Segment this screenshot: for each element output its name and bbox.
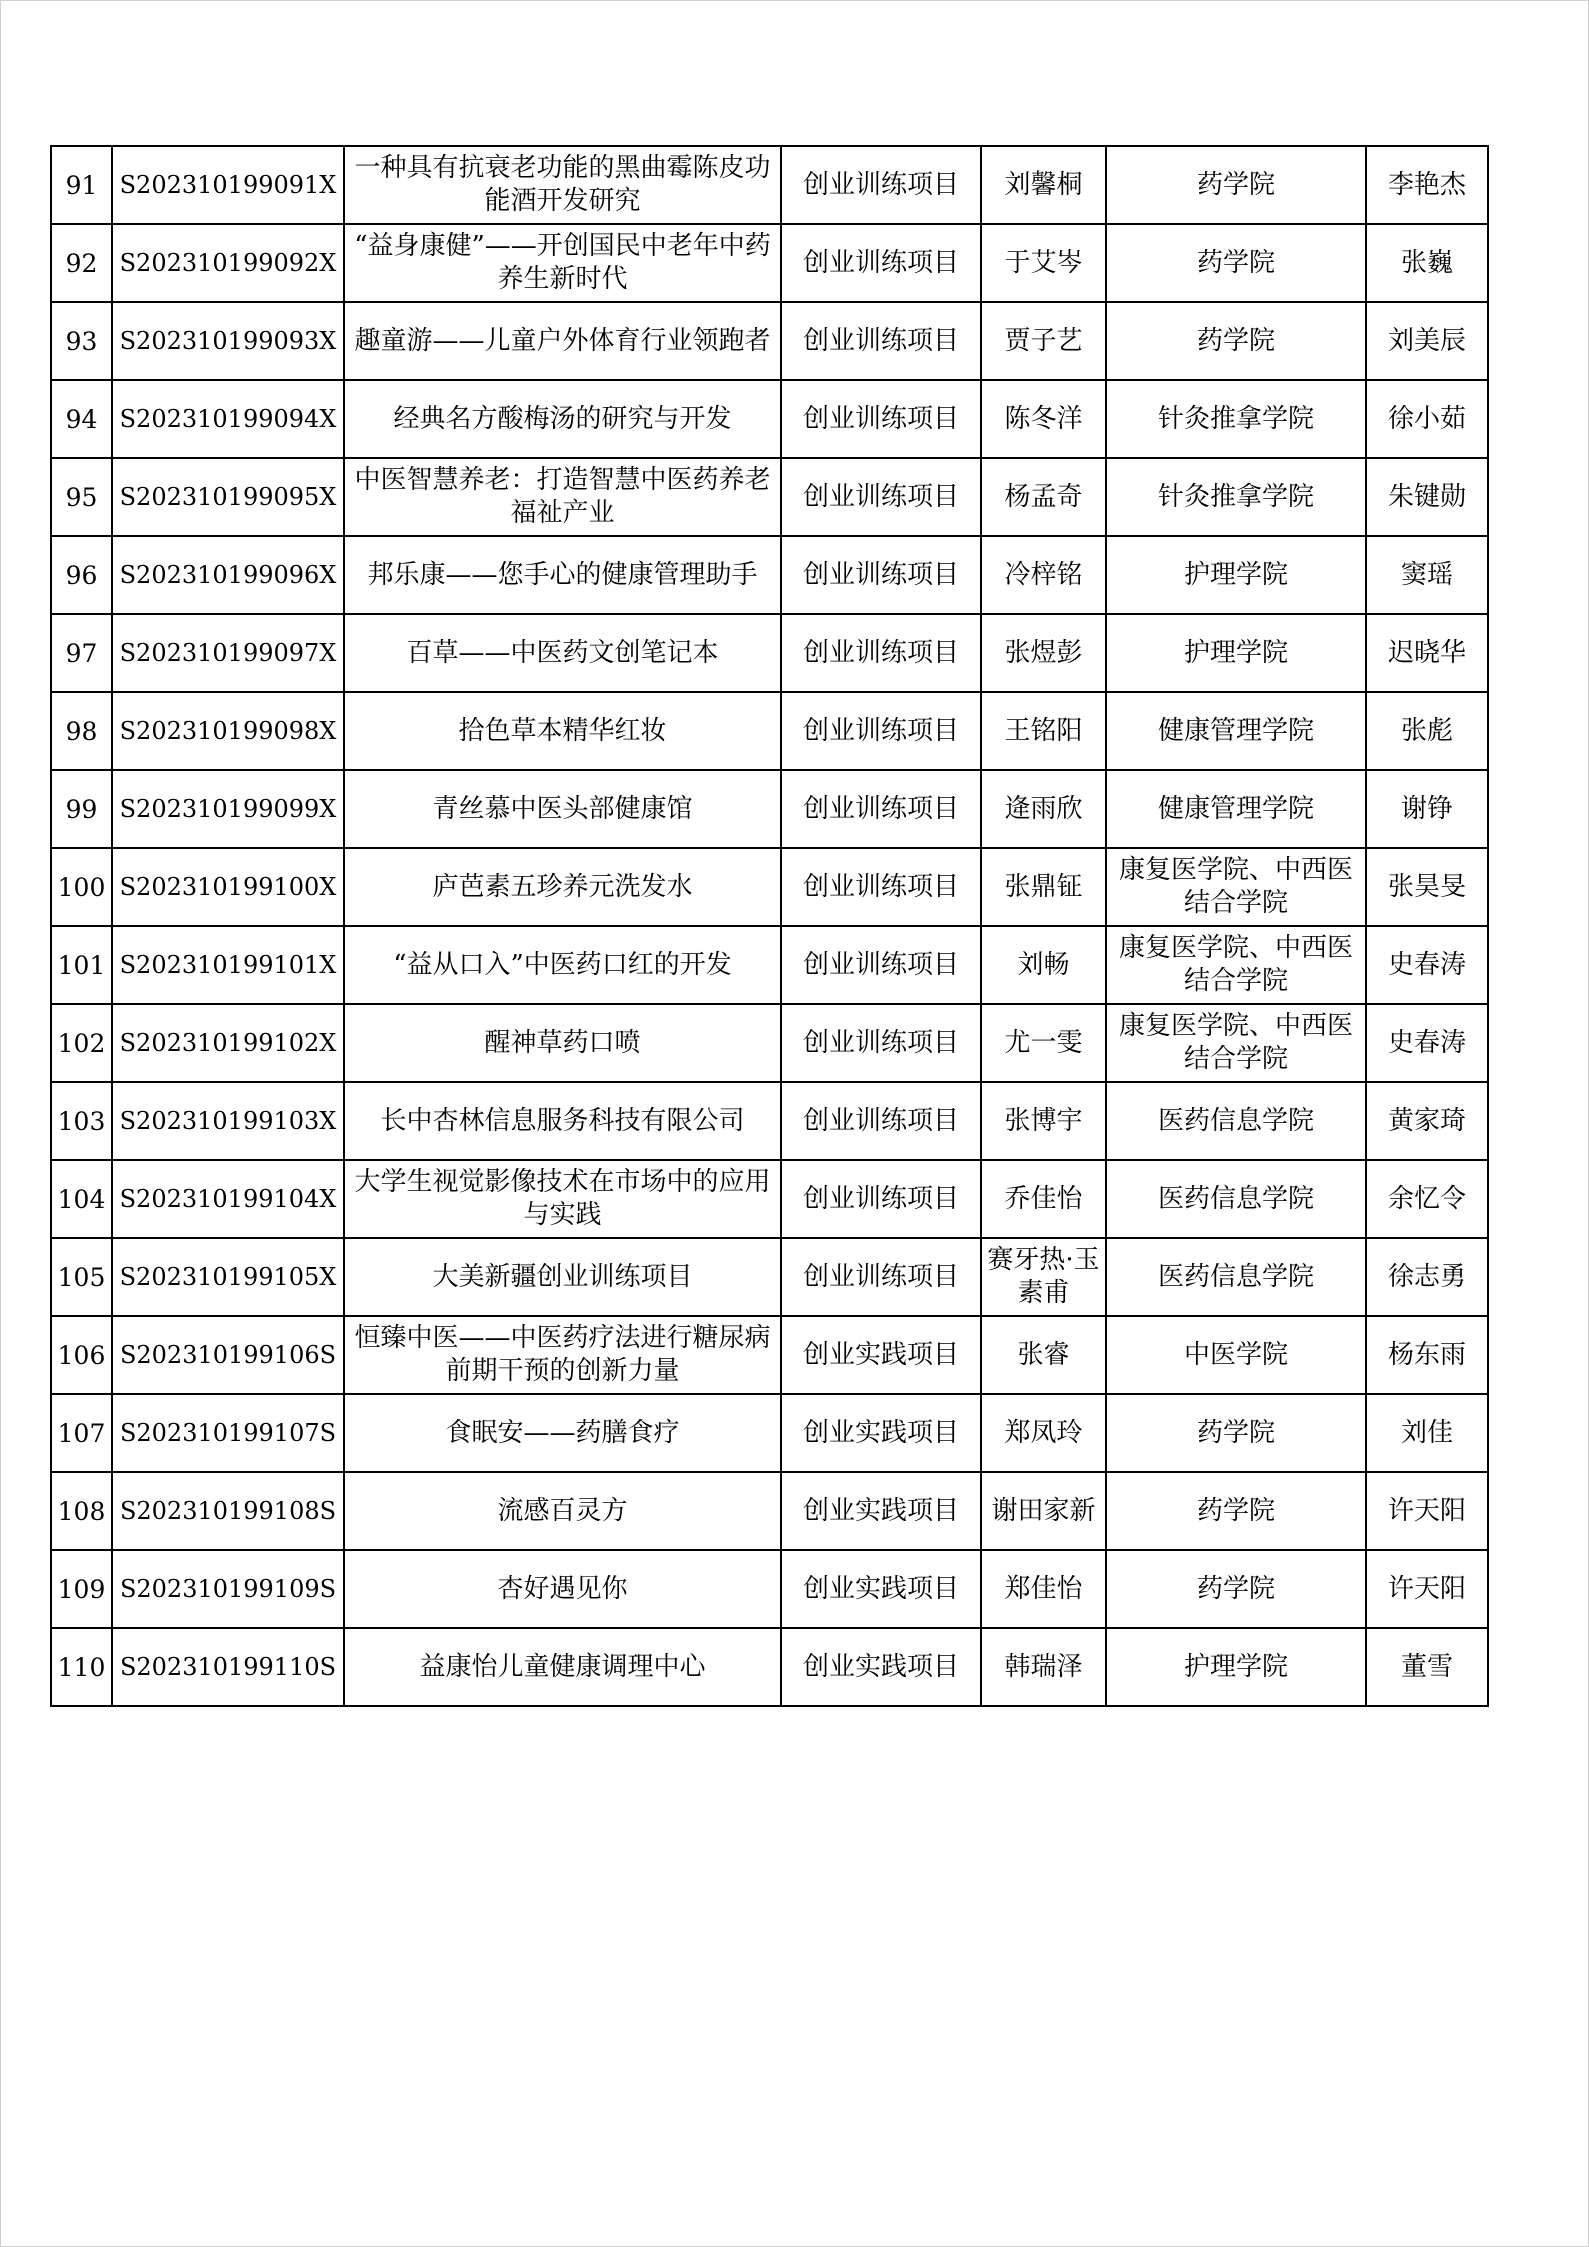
leader-cell: 谢田家新 <box>981 1472 1106 1550</box>
project-code-cell: S202310199101X <box>112 926 344 1004</box>
project-code-cell: S202310199092X <box>112 224 344 302</box>
project-code-cell: S202310199097X <box>112 614 344 692</box>
project-title-cell: 拾色草本精华红妆 <box>344 692 781 770</box>
table-row <box>51 380 1488 458</box>
row-number-cell: 93 <box>51 302 112 380</box>
row-number-cell: 98 <box>51 692 112 770</box>
project-code-cell: S202310199091X <box>112 146 344 224</box>
project-type-cell: 创业训练项目 <box>781 302 981 380</box>
table-row <box>51 1472 1488 1550</box>
row-number-cell: 92 <box>51 224 112 302</box>
project-type-cell: 创业训练项目 <box>781 380 981 458</box>
leader-cell: 乔佳怡 <box>981 1160 1106 1238</box>
college-cell: 健康管理学院 <box>1106 692 1366 770</box>
project-type-cell: 创业实践项目 <box>781 1394 981 1472</box>
project-type-cell: 创业训练项目 <box>781 1238 981 1316</box>
college-cell: 医药信息学院 <box>1106 1160 1366 1238</box>
college-cell: 药学院 <box>1106 146 1366 224</box>
college-cell: 中医学院 <box>1106 1316 1366 1394</box>
table-row <box>51 1316 1488 1394</box>
project-type-cell: 创业实践项目 <box>781 1550 981 1628</box>
project-title-cell: 中医智慧养老：打造智慧中医药养老福祉产业 <box>344 458 781 536</box>
advisor-cell: 许天阳 <box>1366 1550 1488 1628</box>
advisor-cell: 杨东雨 <box>1366 1316 1488 1394</box>
table-row <box>51 1628 1488 1706</box>
project-code-cell: S202310199102X <box>112 1004 344 1082</box>
table-row <box>51 458 1488 536</box>
project-title-cell: 经典名方酸梅汤的研究与开发 <box>344 380 781 458</box>
row-number-cell: 109 <box>51 1550 112 1628</box>
project-code-cell: S202310199103X <box>112 1082 344 1160</box>
project-title-cell: 青丝慕中医头部健康馆 <box>344 770 781 848</box>
college-cell: 护理学院 <box>1106 614 1366 692</box>
leader-cell: 赛牙热·玉素甫 <box>981 1238 1106 1316</box>
advisor-cell: 董雪 <box>1366 1628 1488 1706</box>
row-number-cell: 100 <box>51 848 112 926</box>
leader-cell: 杨孟奇 <box>981 458 1106 536</box>
project-code-cell: S202310199110S <box>112 1628 344 1706</box>
table-row <box>51 1160 1488 1238</box>
project-code-cell: S202310199104X <box>112 1160 344 1238</box>
college-cell: 健康管理学院 <box>1106 770 1366 848</box>
row-number-cell: 103 <box>51 1082 112 1160</box>
college-cell: 医药信息学院 <box>1106 1082 1366 1160</box>
row-number-cell: 97 <box>51 614 112 692</box>
college-cell: 针灸推拿学院 <box>1106 458 1366 536</box>
project-title-cell: 大美新疆创业训练项目 <box>344 1238 781 1316</box>
table-row <box>51 1394 1488 1472</box>
table-row <box>51 146 1488 224</box>
college-cell: 康复医学院、中西医结合学院 <box>1106 1004 1366 1082</box>
advisor-cell: 谢铮 <box>1366 770 1488 848</box>
table-row <box>51 692 1488 770</box>
row-number-cell: 96 <box>51 536 112 614</box>
project-type-cell: 创业实践项目 <box>781 1316 981 1394</box>
college-cell: 护理学院 <box>1106 1628 1366 1706</box>
leader-cell: 韩瑞泽 <box>981 1628 1106 1706</box>
college-cell: 药学院 <box>1106 224 1366 302</box>
project-title-cell: “益身康健”——开创国民中老年中药养生新时代 <box>344 224 781 302</box>
leader-cell: 张睿 <box>981 1316 1106 1394</box>
leader-cell: 郑凤玲 <box>981 1394 1106 1472</box>
project-title-cell: 邦乐康——您手心的健康管理助手 <box>344 536 781 614</box>
project-title-cell: 恒臻中医——中医药疗法进行糖尿病前期干预的创新力量 <box>344 1316 781 1394</box>
project-code-cell: S202310199094X <box>112 380 344 458</box>
row-number-cell: 102 <box>51 1004 112 1082</box>
college-cell: 药学院 <box>1106 302 1366 380</box>
project-title-cell: 杏好遇见你 <box>344 1550 781 1628</box>
leader-cell: 张鼎钲 <box>981 848 1106 926</box>
advisor-cell: 窦瑶 <box>1366 536 1488 614</box>
project-title-cell: 趣童游——儿童户外体育行业领跑者 <box>344 302 781 380</box>
project-type-cell: 创业训练项目 <box>781 1004 981 1082</box>
college-cell: 药学院 <box>1106 1394 1366 1472</box>
table-row <box>51 1550 1488 1628</box>
row-number-cell: 105 <box>51 1238 112 1316</box>
college-cell: 护理学院 <box>1106 536 1366 614</box>
project-code-cell: S202310199100X <box>112 848 344 926</box>
college-cell: 医药信息学院 <box>1106 1238 1366 1316</box>
row-number-cell: 99 <box>51 770 112 848</box>
project-type-cell: 创业训练项目 <box>781 692 981 770</box>
advisor-cell: 许天阳 <box>1366 1472 1488 1550</box>
project-type-cell: 创业实践项目 <box>781 1472 981 1550</box>
table-row <box>51 1004 1488 1082</box>
table-row <box>51 614 1488 692</box>
project-type-cell: 创业训练项目 <box>781 146 981 224</box>
table-row <box>51 1238 1488 1316</box>
project-code-cell: S202310199093X <box>112 302 344 380</box>
leader-cell: 郑佳怡 <box>981 1550 1106 1628</box>
project-code-cell: S202310199096X <box>112 536 344 614</box>
project-title-cell: 醒神草药口喷 <box>344 1004 781 1082</box>
table-row <box>51 302 1488 380</box>
table-row <box>51 926 1488 1004</box>
table-row <box>51 536 1488 614</box>
advisor-cell: 张巍 <box>1366 224 1488 302</box>
row-number-cell: 94 <box>51 380 112 458</box>
project-title-cell: 长中杏林信息服务科技有限公司 <box>344 1082 781 1160</box>
project-type-cell: 创业训练项目 <box>781 1082 981 1160</box>
project-code-cell: S202310199099X <box>112 770 344 848</box>
advisor-cell: 迟晓华 <box>1366 614 1488 692</box>
project-code-cell: S202310199105X <box>112 1238 344 1316</box>
project-type-cell: 创业训练项目 <box>781 536 981 614</box>
leader-cell: 贾子艺 <box>981 302 1106 380</box>
project-type-cell: 创业训练项目 <box>781 926 981 1004</box>
advisor-cell: 徐志勇 <box>1366 1238 1488 1316</box>
leader-cell: 张博宇 <box>981 1082 1106 1160</box>
row-number-cell: 106 <box>51 1316 112 1394</box>
leader-cell: 王铭阳 <box>981 692 1106 770</box>
row-number-cell: 110 <box>51 1628 112 1706</box>
project-type-cell: 创业训练项目 <box>781 224 981 302</box>
college-cell: 康复医学院、中西医结合学院 <box>1106 926 1366 1004</box>
project-title-cell: 食眠安——药膳食疗 <box>344 1394 781 1472</box>
project-type-cell: 创业实践项目 <box>781 1628 981 1706</box>
row-number-cell: 91 <box>51 146 112 224</box>
advisor-cell: 史春涛 <box>1366 1004 1488 1082</box>
project-title-cell: 流感百灵方 <box>344 1472 781 1550</box>
leader-cell: 陈冬洋 <box>981 380 1106 458</box>
advisor-cell: 余忆令 <box>1366 1160 1488 1238</box>
table-row <box>51 224 1488 302</box>
project-title-cell: 百草——中医药文创笔记本 <box>344 614 781 692</box>
project-type-cell: 创业训练项目 <box>781 614 981 692</box>
advisor-cell: 刘佳 <box>1366 1394 1488 1472</box>
leader-cell: 刘馨桐 <box>981 146 1106 224</box>
table-row <box>51 1082 1488 1160</box>
project-title-cell: 一种具有抗衰老功能的黑曲霉陈皮功能酒开发研究 <box>344 146 781 224</box>
project-code-cell: S202310199108S <box>112 1472 344 1550</box>
college-cell: 药学院 <box>1106 1472 1366 1550</box>
advisor-cell: 史春涛 <box>1366 926 1488 1004</box>
table-row <box>51 770 1488 848</box>
project-code-cell: S202310199098X <box>112 692 344 770</box>
advisor-cell: 朱键勋 <box>1366 458 1488 536</box>
advisor-cell: 黄家琦 <box>1366 1082 1488 1160</box>
table-row <box>51 848 1488 926</box>
college-cell: 药学院 <box>1106 1550 1366 1628</box>
leader-cell: 刘畅 <box>981 926 1106 1004</box>
row-number-cell: 108 <box>51 1472 112 1550</box>
advisor-cell: 李艳杰 <box>1366 146 1488 224</box>
project-type-cell: 创业训练项目 <box>781 770 981 848</box>
project-type-cell: 创业训练项目 <box>781 848 981 926</box>
advisor-cell: 张昊旻 <box>1366 848 1488 926</box>
project-type-cell: 创业训练项目 <box>781 458 981 536</box>
project-code-cell: S202310199106S <box>112 1316 344 1394</box>
advisor-cell: 张彪 <box>1366 692 1488 770</box>
leader-cell: 于艾岑 <box>981 224 1106 302</box>
row-number-cell: 95 <box>51 458 112 536</box>
table-body <box>51 146 1488 1706</box>
leader-cell: 冷梓铭 <box>981 536 1106 614</box>
project-type-cell: 创业训练项目 <box>781 1160 981 1238</box>
project-title-cell: 庐芭素五珍养元洗发水 <box>344 848 781 926</box>
leader-cell: 张煜彭 <box>981 614 1106 692</box>
row-number-cell: 107 <box>51 1394 112 1472</box>
project-title-cell: 益康怡儿童健康调理中心 <box>344 1628 781 1706</box>
project-title-cell: “益从口入”中医药口红的开发 <box>344 926 781 1004</box>
advisor-cell: 刘美辰 <box>1366 302 1488 380</box>
row-number-cell: 104 <box>51 1160 112 1238</box>
row-number-cell: 101 <box>51 926 112 1004</box>
leader-cell: 逄雨欣 <box>981 770 1106 848</box>
project-table <box>50 145 1489 1707</box>
project-code-cell: S202310199109S <box>112 1550 344 1628</box>
leader-cell: 尤一雯 <box>981 1004 1106 1082</box>
project-code-cell: S202310199095X <box>112 458 344 536</box>
college-cell: 针灸推拿学院 <box>1106 380 1366 458</box>
project-code-cell: S202310199107S <box>112 1394 344 1472</box>
college-cell: 康复医学院、中西医结合学院 <box>1106 848 1366 926</box>
advisor-cell: 徐小茹 <box>1366 380 1488 458</box>
project-title-cell: 大学生视觉影像技术在市场中的应用与实践 <box>344 1160 781 1238</box>
